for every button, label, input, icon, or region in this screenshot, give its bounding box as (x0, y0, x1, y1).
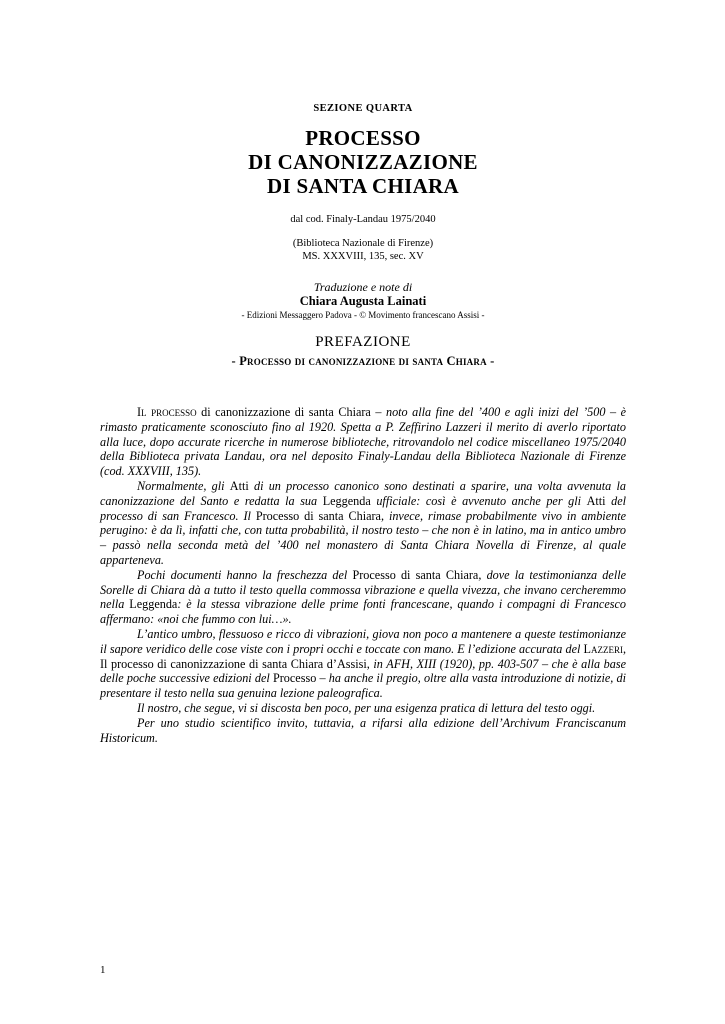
source-codex-line: dal cod. Finaly-Landau 1975/2040 (290, 214, 436, 225)
page-number: 1 (100, 964, 106, 976)
body-paragraph (100, 627, 626, 701)
translation-note: Traduzione e note di (313, 280, 413, 294)
text-segment: in AFH, XIII (1920), pp. 403-507 – che è alla base delle poche successive edizioni del (100, 656, 627, 686)
body-paragraph (100, 716, 626, 746)
title-line: PROCESSO (305, 126, 421, 150)
translator-name: Chiara Augusta Lainati (299, 294, 427, 308)
text-segment: del processo di san Francesco. Il (100, 493, 627, 523)
body-paragraph (100, 479, 626, 568)
preface-body (100, 405, 626, 745)
text-segment: – noto alla fine del ’400 e agli inizi del ’500 – è rimasto praticamente sconosciuto fino al 1920. Spetta a P. Zeffirino Lazzeri il merito di averlo riportato alla luce, dopo accurate ricerche in numerose biblioteche, ritrovandolo nel codice miscellaneo 1975/2040 della Biblioteca privata Landau, ora nel deposito Finaly-Landau della Biblioteca Nazionale di Firenze (cod. XXXVIII, 135). (100, 405, 626, 479)
text-segment: – ha anche il pregio, oltre alla vasta introduzione di notizie, di presentare il testo nella sua genuina lezione paleografica. (100, 671, 626, 701)
section-heading: SEZIONE QUARTA (313, 103, 413, 114)
body-paragraph (100, 568, 626, 627)
text-segment: Atti (586, 493, 606, 508)
text-segment: di un processo canonico sono destinati a sparire, una volta avvenuta la canonizzazione del Santo e redatta la sua (100, 478, 626, 508)
title-line: DI SANTA CHIARA (267, 174, 459, 198)
text-segment: Processo di santa Chiara (255, 508, 381, 523)
text-segment: Pochi documenti hanno la freschezza del (137, 567, 353, 582)
document-title (100, 126, 626, 198)
edition-copyright-line: - Edizioni Messaggero Padova - © Movimento francescano Assisi - (241, 310, 485, 320)
source-manuscript-line: MS. XXXVIII, 135, sec. XV (302, 251, 424, 262)
text-segment: Lazzeri (583, 641, 623, 656)
source-library-line: (Biblioteca Nazionale di Firenze) (292, 238, 434, 249)
preface-title: PREFAZIONE (315, 334, 411, 350)
text-segment: di canonizzazione di santa Chiara (196, 405, 376, 419)
text-segment: Il processo (137, 405, 197, 419)
text-segment: Processo (272, 671, 317, 686)
text-segment: L’antico umbro, flessuoso e ricco di vibrazioni, giova non poco a mantenere a queste testimonianze il sapore veridico delle cose viste con i propri occhi e toccate con mano. E l’edizione accurata del (100, 626, 626, 656)
text-segment: , Il processo di canonizzazione di santa Chiara d’Assisi, (100, 641, 626, 671)
body-paragraph (100, 701, 626, 716)
document-header (100, 103, 626, 369)
text-segment: Il nostro, che segue, vi si discosta ben poco, per una esigenza pratica di lettura del testo oggi. (137, 700, 596, 715)
text-segment: Normalmente, gli (137, 478, 230, 493)
text-segment: ufficiale: così è avvenuto anche per gli (370, 493, 587, 508)
text-segment: Per uno studio scientifico invito, tuttavia, a rifarsi alla edizione dell’Archivum Franciscanum Historicum. (100, 715, 626, 745)
text-segment: , dove la testimonianza delle Sorelle di Chiara dà a tutto il testo quella commossa vibrazione e quella vivezza, che invano cercheremmo nella (100, 567, 626, 612)
preface-subtitle: - Processo di canonizzazione di santa Chiara - (231, 354, 495, 368)
text-segment: Leggenda (129, 597, 178, 612)
body-paragraph (100, 405, 626, 479)
text-segment: Atti (229, 478, 249, 493)
text-segment: Processo di santa Chiara (352, 567, 479, 582)
text-segment: , invece, rimase probabilmente vivo in ambiente perugino: è da lì, infatti che, con tutta probabilità, il nostro testo – che non è in latino, ma in antico umbro – passò nella seconda metà del ’400 nel monastero di Santa Chiara Novella di Firenze, al quale apparteneva. (100, 508, 626, 567)
text-segment: : è la stessa vibrazione delle prime fonti francescane, quando i compagni di Francesco affermano: «noi che fummo con lui…». (100, 597, 626, 627)
text-segment: Leggenda (322, 493, 371, 508)
title-line: DI CANONIZZAZIONE (248, 150, 478, 174)
